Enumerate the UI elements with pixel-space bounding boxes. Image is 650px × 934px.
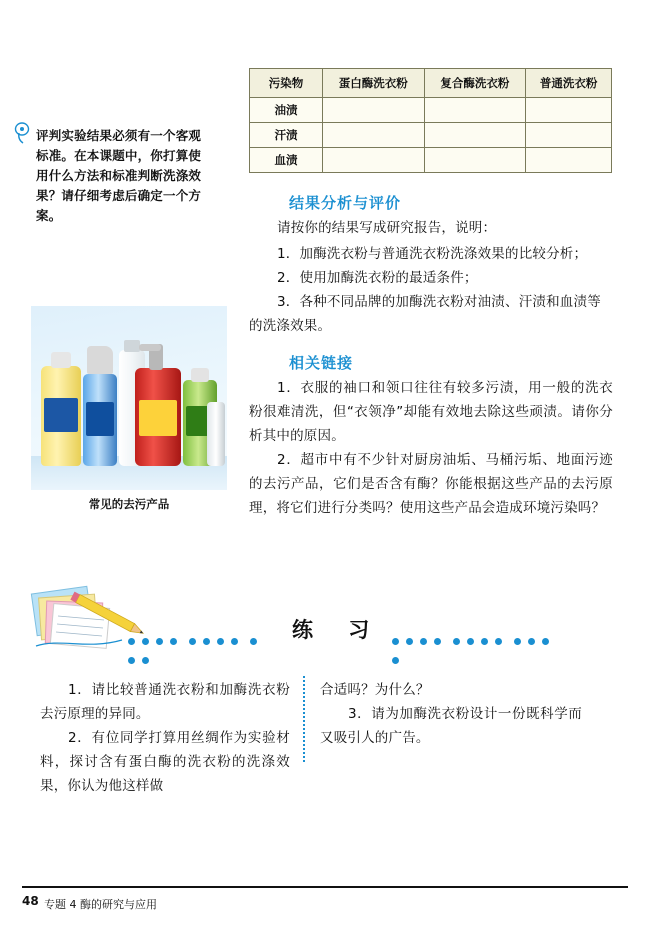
table-row-label: 血渍 [250, 148, 323, 173]
table-cell [424, 123, 526, 148]
table-col-header-2: 复合酶洗衣粉 [424, 69, 526, 98]
bottle-yellow-cap [51, 352, 71, 368]
exercise-item-2: 2．有位同学打算用丝绸作为实验材料，探讨含有蛋白酶的洗衣粉的洗涤效果，你认为他这样做 [40, 730, 290, 794]
exercise-column-right [320, 678, 582, 750]
analysis-item-1: 1．加酶洗衣粉与普通洗衣粉洗涤效果的比较分析； [277, 246, 588, 262]
analysis-item-3-cont: 的洗涤效果。 [249, 318, 332, 334]
table-row [250, 123, 612, 148]
analysis-item-3: 3．各种不同品牌的加酶洗衣粉对油渍、汗渍和血渍等 [277, 294, 601, 310]
spray-trigger [87, 346, 113, 374]
exercise-title: 练 习 [292, 618, 384, 642]
section-heading-analysis: 结果分析与评价 [289, 194, 402, 212]
exercise-item-3: 3．请为加酶洗衣粉设计一份既科学而又吸引人的广告。 [320, 706, 582, 746]
table-cell [526, 148, 612, 173]
page-number: 48 [22, 894, 39, 908]
table-cell [526, 123, 612, 148]
table-row [250, 148, 612, 173]
photo-caption: 常见的去污产品 [88, 497, 170, 511]
section-heading-links: 相关链接 [289, 354, 354, 372]
bottle-blue-label [86, 402, 114, 436]
exercise-column-left [40, 678, 290, 798]
column-divider [303, 676, 305, 762]
bottle-red-label [139, 400, 177, 436]
exercise-item-1: 1．请比较普通洗衣粉和加酶洗衣粉去污原理的异同。 [40, 682, 290, 722]
links-item-1: 1．衣服的袖口和领口往往有较多污渍，用一般的洗衣粉很难清洗，但“衣领净”却能有效地去除这些顽渍。请你分析其中的原因。 [249, 380, 613, 444]
sidebar-note-text: 评判实验结果必须有一个客观标准。在本课题中，你打算使用什么方法和标准判断洗涤效果？请仔细考虑后确定一个方案。 [36, 128, 202, 223]
bottle-white-cap [124, 340, 140, 352]
divider-dots-left [128, 630, 278, 637]
analysis-intro: 请按你的结果写成研究报告，说明： [277, 220, 497, 236]
table-cell [323, 148, 425, 173]
pump-nozzle [139, 344, 161, 351]
table-row-label: 油渍 [250, 98, 323, 123]
table-col-header-1: 蛋白酶洗衣粉 [323, 69, 425, 98]
table-cell [526, 98, 612, 123]
table-cell [323, 98, 425, 123]
exercise-item-2-cont: 合适吗？为什么？ [320, 682, 430, 698]
running-head: 专题 4 酶的研究与应用 [44, 898, 157, 911]
divider-dots-right [392, 630, 562, 637]
experiment-table [249, 68, 612, 173]
table-cell [424, 98, 526, 123]
bottle-green-cap [191, 368, 209, 382]
table-cell [323, 123, 425, 148]
table-col-header-3: 普通洗衣粉 [526, 69, 612, 98]
links-item-2: 2．超市中有不少针对厨房油垢、马桶污垢、地面污迹的去污产品，它们是否含有酶？你能根据这些产品的去污原理，将它们进行分类吗？使用这些产品会造成环境污染吗？ [249, 452, 613, 516]
table-header-row [250, 69, 612, 98]
analysis-item-2: 2．使用加酶洗衣粉的最适条件； [277, 270, 478, 286]
bottle-grey [207, 402, 225, 466]
cleaning-products-photo [31, 306, 227, 490]
table-row [250, 98, 612, 123]
table-row-label: 汗渍 [250, 123, 323, 148]
table-col-header-0: 污染物 [250, 69, 323, 98]
question-note-icon [14, 122, 34, 144]
table-body [250, 98, 612, 173]
bottle-yellow-label [44, 398, 78, 432]
notebook-pencil-decoration [30, 572, 160, 657]
footer-rule [22, 886, 628, 888]
table-cell [424, 148, 526, 173]
experiment-table-wrapper [249, 68, 612, 173]
